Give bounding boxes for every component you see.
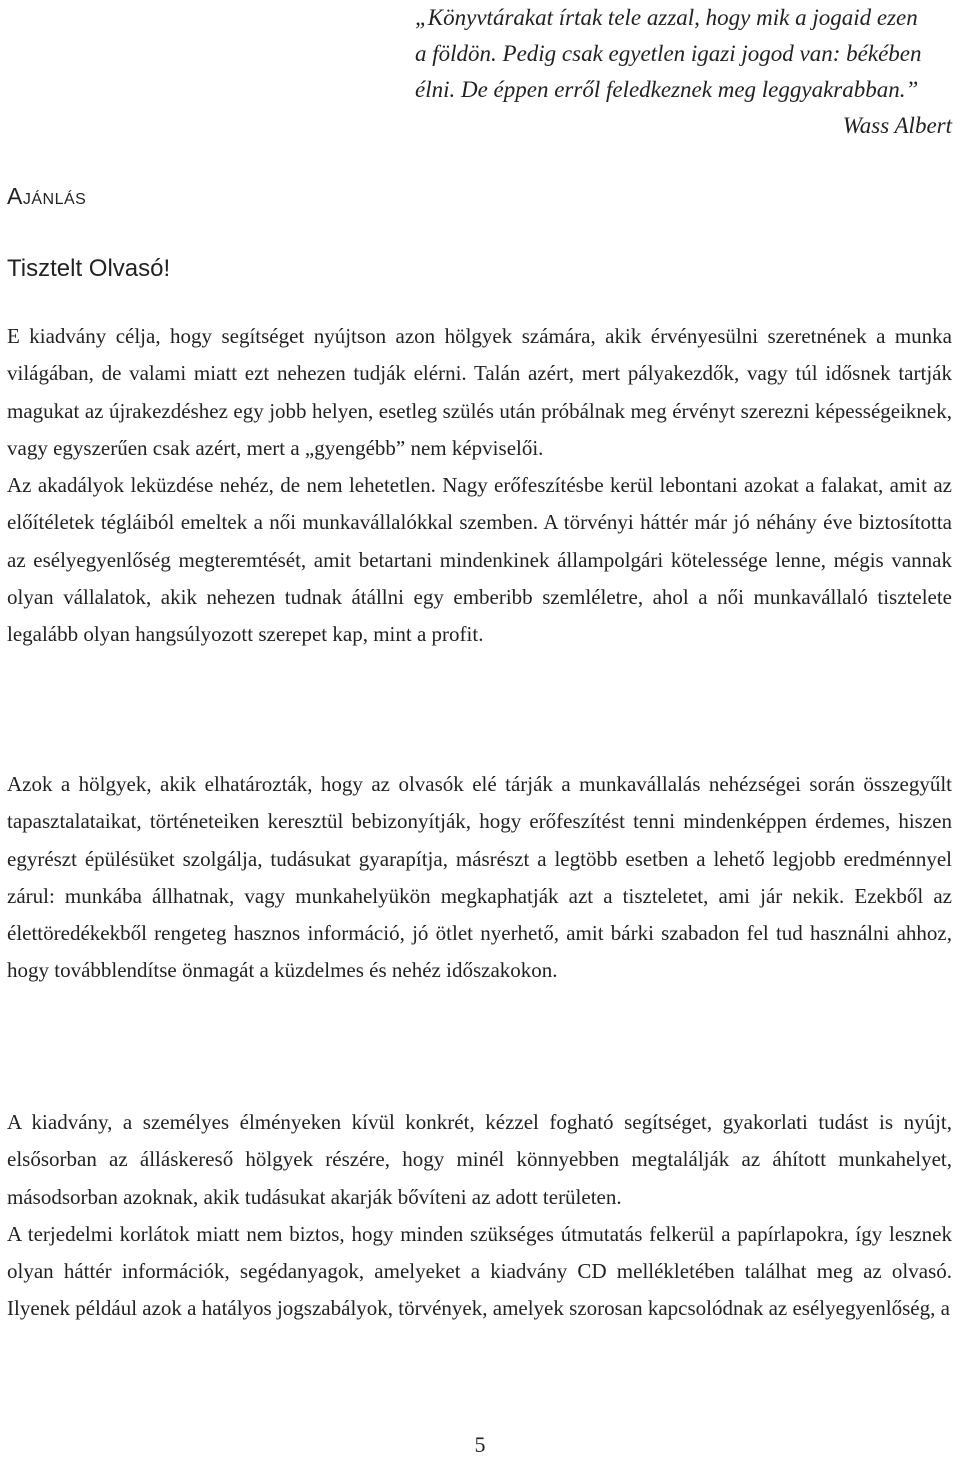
paragraph: E kiadvány célja, hogy segítséget nyújtson azon hölgyek számára, akik érvényesülni szeretnének a munka világában, de valami miatt ezt nehezen tudják elérni. Talán azért, mert pályakezdők, vagy túl idősnek tartják magukat az újrakezdéshez egy jobb helyen, esetleg szülés után próbálnak meg érvényt szerezni képességeiknek, vagy egyszerűen csak azért, mert a „gyengébb” nem képviselői. <box>7 324 952 460</box>
paragraph: A kiadvány, a személyes élményeken kívül konkrét, kézzel fogható segítséget, gyakorlati tudást is nyújt, elsősorban az álláskereső hölgyek részére, hogy minél könnyebben megtalálják az áhított munkahelyet, másodsorban azoknak, akik tudásukat akarják bővíteni az adott területen. <box>7 1110 952 1209</box>
body-text-block <box>7 1104 952 1328</box>
motto-author: Wass Albert <box>842 113 952 138</box>
motto-line: „Könyvtárakat írtak tele azzal, hogy mik a jogaid ezen <box>415 5 918 30</box>
motto-quote <box>415 0 955 144</box>
paragraph: A terjedelmi korlátok miatt nem biztos, hogy minden szükséges útmutatás felkerül a papírlapokra, így lesznek olyan háttér információk, segédanyagok, amelyeket a kiadvány CD mellékletében találhat meg az olvasó. Ilyenek például azok a hatályos jogszabályok, törvények, amelyek szorosan kapcsolódnak az esélyegyenlőség, a <box>7 1221 952 1321</box>
section-heading: Ajánlás <box>7 183 87 209</box>
salutation: Tisztelt Olvasó! <box>7 255 171 282</box>
body-text-block <box>7 766 952 990</box>
body-text-block <box>7 318 952 654</box>
paragraph: Azok a hölgyek, akik elhatározták, hogy az olvasók elé tárják a munkavállalás nehézségei során összegyűlt tapasztalataikat, történeteiken keresztül bebizonyítják, hogy erőfeszítést tenni mindenképpen érdemes, hiszen egyrészt épülésüket szolgálja, tudásukat gyarapítja, másrészt a legtöbb esetben a lehető legjobb eredménnyel zárul: munkába állhatnak, vagy munkahelyükön megkaphatják azt a tiszteletet, ami jár nekik. Ezekből az élettöredékekből rengeteg hasznos információ, jó ötlet nyerhető, amit bárki szabadon fel tud használni ahhoz, hogy továbblendítse önmagát a küzdelmes és nehéz időszakokon. <box>7 772 952 983</box>
motto-line: élni. De éppen erről feledkeznek meg leggyakrabban.” <box>415 77 919 102</box>
paragraph: Az akadályok leküzdése nehéz, de nem lehetetlen. Nagy erőfeszítésbe kerül lebontani azokat a falakat, amit az előítéletek tégláiból emeltek a női munkavállalókkal szemben. A törvényi háttér már jó néhány éve biztosította az esélyegyenlőség megteremtését, amit betartani mindenkinek állampolgári kötelessége lenne, mégis vannak olyan vállalatok, akik nehezen tudnak átállni egy emberibb szemléletre, ahol a női munkavállaló tisztelete legalább olyan hangsúlyozott szerepet kap, mint a profit. <box>7 473 952 647</box>
motto-line: a földön. Pedig csak egyetlen igazi jogod van: békében <box>415 41 922 66</box>
page-number: 5 <box>474 1432 486 1457</box>
